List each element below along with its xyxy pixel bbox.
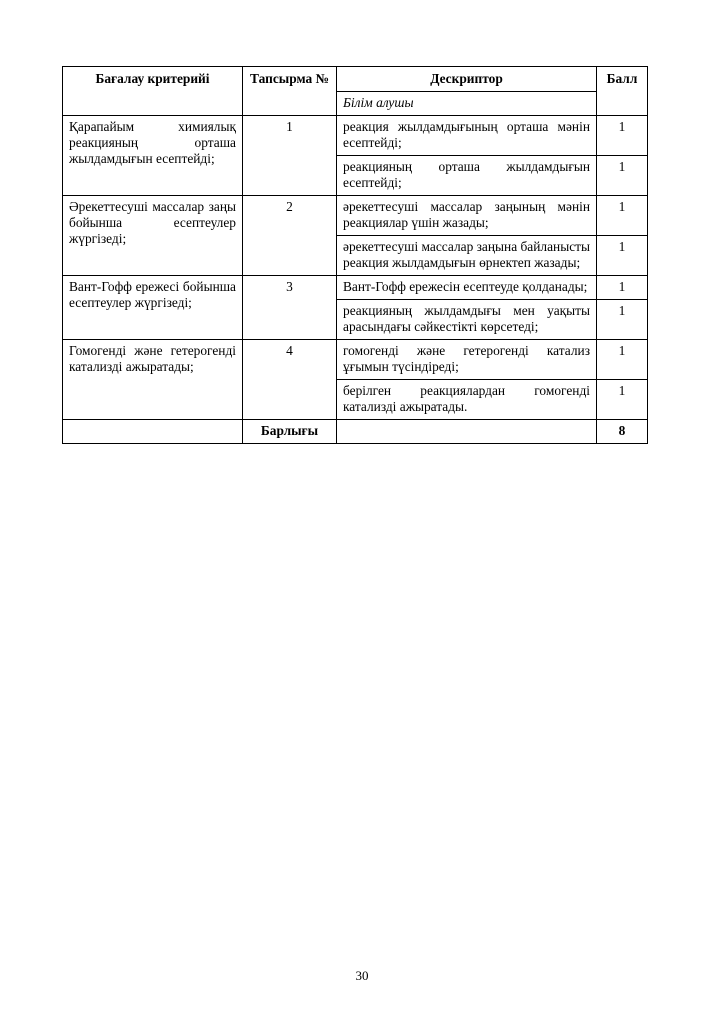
header-descriptor: Дескриптор bbox=[337, 67, 597, 92]
descriptor-cell: гомогенді және гетерогенді катализ ұғымын түсіндіреді; bbox=[337, 340, 597, 380]
criterion-cell: Әрекеттесуші массалар заңы бойынша есептеулер жүргізеді; bbox=[63, 196, 243, 276]
header-descriptor-subtitle: Білім алушы bbox=[337, 92, 597, 116]
assessment-criteria-table bbox=[62, 66, 648, 444]
descriptor-cell: әрекеттесуші массалар заңының мәнін реакциялар үшін жазады; bbox=[337, 196, 597, 236]
score-cell: 1 bbox=[597, 196, 648, 236]
score-cell: 1 bbox=[597, 236, 648, 276]
score-cell: 1 bbox=[597, 156, 648, 196]
table-row bbox=[63, 276, 648, 300]
total-empty-descriptor-cell bbox=[337, 420, 597, 444]
header-criterion: Бағалау критерийі bbox=[63, 67, 243, 116]
score-cell: 1 bbox=[597, 276, 648, 300]
task-number-cell: 2 bbox=[243, 196, 337, 276]
score-cell: 1 bbox=[597, 340, 648, 380]
descriptor-cell: реакцияның орташа жылдамдығын есептейді; bbox=[337, 156, 597, 196]
descriptor-cell: берілген реакциялардан гомогенді катализді ажыратады. bbox=[337, 380, 597, 420]
criterion-cell: Гомогенді және гетерогенді катализді ажыратады; bbox=[63, 340, 243, 420]
header-score: Балл bbox=[597, 67, 648, 116]
criterion-cell: Вант-Гофф ережесі бойынша есептеулер жүргізеді; bbox=[63, 276, 243, 340]
header-task: Тапсырма № bbox=[243, 67, 337, 116]
table-body bbox=[63, 67, 648, 444]
score-cell: 1 bbox=[597, 380, 648, 420]
score-cell: 1 bbox=[597, 300, 648, 340]
table-row bbox=[63, 196, 648, 236]
table-row bbox=[63, 116, 648, 156]
task-number-cell: 3 bbox=[243, 276, 337, 340]
page-number: 30 bbox=[355, 968, 369, 983]
descriptor-cell: Вант-Гофф ережесін есептеуде қолданады; bbox=[337, 276, 597, 300]
task-number-cell: 1 bbox=[243, 116, 337, 196]
task-number-cell: 4 bbox=[243, 340, 337, 420]
total-score: 8 bbox=[597, 420, 648, 444]
descriptor-cell: әрекеттесуші массалар заңына байланысты реакция жылдамдығын өрнектеп жазады; bbox=[337, 236, 597, 276]
total-empty-cell bbox=[63, 420, 243, 444]
table-row bbox=[63, 340, 648, 380]
score-cell: 1 bbox=[597, 116, 648, 156]
header-row bbox=[63, 67, 648, 92]
criterion-cell: Қарапайым химиялық реакцияның орташа жылдамдығын есептейді; bbox=[63, 116, 243, 196]
total-label: Барлығы bbox=[243, 420, 337, 444]
descriptor-cell: реакция жылдамдығының орташа мәнін есептейді; bbox=[337, 116, 597, 156]
total-row bbox=[63, 420, 648, 444]
descriptor-cell: реакцияның жылдамдығы мен уақыты арасындағы сәйкестікті көрсетеді; bbox=[337, 300, 597, 340]
